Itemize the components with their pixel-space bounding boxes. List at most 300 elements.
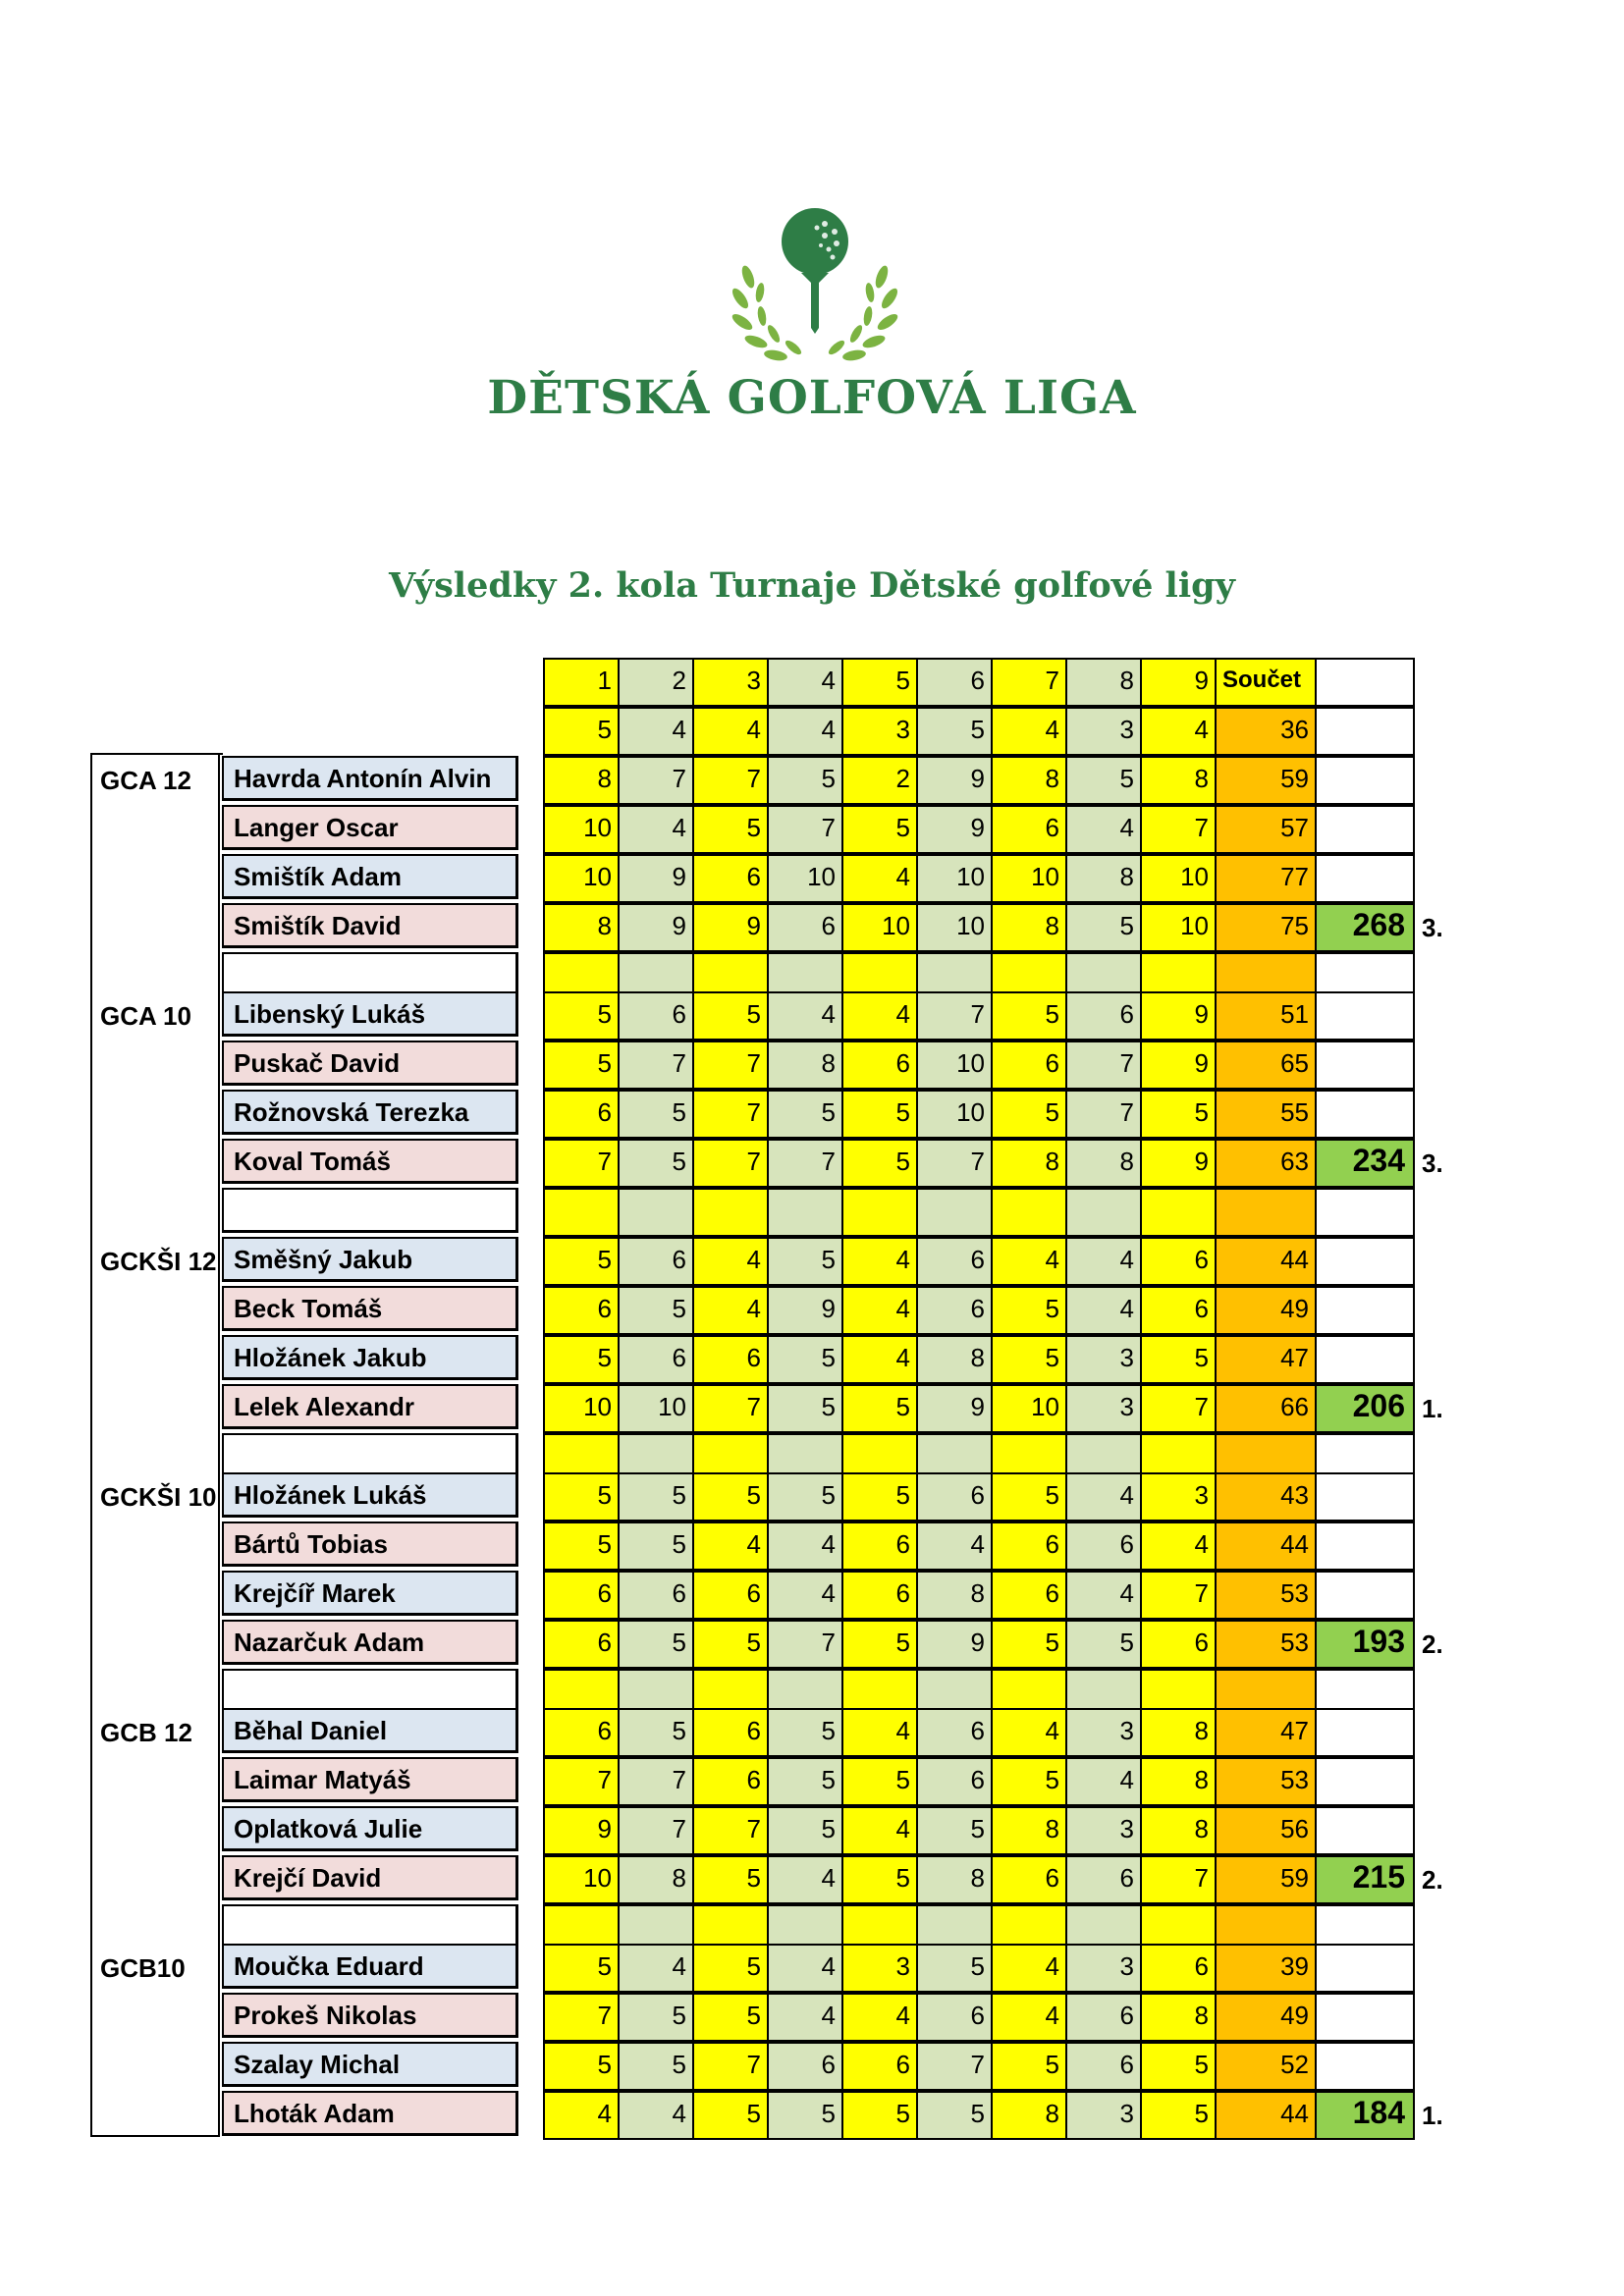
hole-score: 2: [841, 756, 918, 805]
hole-number: 4: [767, 658, 843, 707]
hole-score: 6: [618, 1237, 694, 1286]
hole-score: 8: [1140, 756, 1217, 805]
hole-score: 4: [618, 805, 694, 854]
group-label: GCKŠI 10: [100, 1482, 217, 1512]
spacer-cell: [692, 1188, 769, 1237]
hole-score: 6: [543, 1708, 620, 1757]
hole-score: 9: [767, 1286, 843, 1335]
player-sum: 59: [1215, 1855, 1317, 1904]
par-sum: 36: [1215, 707, 1317, 756]
hole-score: 10: [991, 854, 1067, 903]
hole-score: 5: [692, 2091, 769, 2140]
hole-score: 4: [991, 1993, 1067, 2042]
hole-score: 5: [618, 1522, 694, 1571]
hole-score: 9: [916, 1384, 993, 1433]
hole-score: 6: [1065, 1522, 1142, 1571]
hole-score: 5: [692, 1944, 769, 1993]
hole-score: 6: [1140, 1944, 1217, 1993]
hole-number: 5: [841, 658, 918, 707]
team-rank: 2.: [1422, 1629, 1443, 1659]
hole-score: 6: [916, 1993, 993, 2042]
empty-cell: [1315, 756, 1415, 805]
player-name: Prokeš Nikolas: [222, 1993, 518, 2038]
hole-score: 5: [543, 1041, 620, 1090]
hole-score: 5: [841, 1472, 918, 1522]
player-sum: 47: [1215, 1335, 1317, 1384]
hole-score: 8: [991, 1139, 1067, 1188]
golf-ball-on-tee-with-laurel-icon: [727, 202, 903, 389]
hole-score: 7: [618, 1041, 694, 1090]
hole-score: 8: [991, 1806, 1067, 1855]
hole-score: 5: [841, 2091, 918, 2140]
hole-score: 6: [841, 2042, 918, 2091]
hole-score: 4: [991, 1944, 1067, 1993]
hole-score: 7: [767, 805, 843, 854]
hole-score: 5: [767, 1384, 843, 1433]
hole-score: 5: [1065, 1620, 1142, 1669]
player-sum: 77: [1215, 854, 1317, 903]
player-sum: 75: [1215, 903, 1317, 952]
player-name: Moučka Eduard: [222, 1944, 518, 1989]
hole-score: 3: [1065, 1806, 1142, 1855]
player-name: Oplatková Julie: [222, 1806, 518, 1851]
hole-score: 6: [916, 1286, 993, 1335]
hole-score: 9: [692, 903, 769, 952]
hole-score: 7: [1140, 805, 1217, 854]
empty-cell: [1315, 1944, 1415, 1993]
hole-score: 7: [692, 1384, 769, 1433]
player-sum: 59: [1215, 756, 1317, 805]
hole-score: 7: [692, 1090, 769, 1139]
spacer-cell: [767, 1188, 843, 1237]
hole-score: 5: [618, 1139, 694, 1188]
player-name: Lhoták Adam: [222, 2091, 518, 2136]
hole-score: 4: [841, 1708, 918, 1757]
player-name: Koval Tomáš: [222, 1139, 518, 1184]
player-name: Hložánek Lukáš: [222, 1472, 518, 1518]
hole-score: 7: [543, 1993, 620, 2042]
hole-score: 5: [991, 1620, 1067, 1669]
hole-score: 4: [618, 1944, 694, 1993]
hole-score: 4: [543, 2091, 620, 2140]
hole-score: 9: [1140, 1139, 1217, 1188]
player-name: Smištík Adam: [222, 854, 518, 899]
player-name: Směšný Jakub: [222, 1237, 518, 1282]
hole-score: 5: [543, 1522, 620, 1571]
hole-score: 6: [1140, 1237, 1217, 1286]
team-total: 184: [1315, 2091, 1415, 2140]
spacer-cell: [991, 1188, 1067, 1237]
hole-score: 4: [991, 1708, 1067, 1757]
hole-score: 6: [692, 1757, 769, 1806]
hole-score: 8: [1065, 854, 1142, 903]
hole-score: 4: [916, 1522, 993, 1571]
spacer-cell: [916, 1188, 993, 1237]
hole-score: 4: [767, 1993, 843, 2042]
hole-score: 7: [916, 991, 993, 1041]
player-name: Krejčíř Marek: [222, 1571, 518, 1616]
par-value: 4: [767, 707, 843, 756]
team-total: 215: [1315, 1855, 1415, 1904]
hole-score: 10: [991, 1384, 1067, 1433]
empty-cell: [1315, 658, 1415, 707]
hole-score: 6: [543, 1286, 620, 1335]
par-value: 5: [916, 707, 993, 756]
empty-cell: [1315, 805, 1415, 854]
hole-score: 7: [1140, 1384, 1217, 1433]
hole-score: 7: [1140, 1571, 1217, 1620]
hole-score: 5: [543, 1944, 620, 1993]
player-sum: 63: [1215, 1139, 1317, 1188]
hole-score: 5: [841, 805, 918, 854]
hole-score: 6: [916, 1757, 993, 1806]
empty-cell: [1315, 2042, 1415, 2091]
hole-score: 5: [543, 2042, 620, 2091]
hole-score: 6: [1065, 1993, 1142, 2042]
spacer-cell: [1065, 1188, 1142, 1237]
hole-score: 5: [1065, 756, 1142, 805]
par-value: 4: [1140, 707, 1217, 756]
spacer-name-cell: [222, 1188, 518, 1233]
hole-score: 5: [841, 1620, 918, 1669]
hole-score: 7: [916, 1139, 993, 1188]
hole-score: 7: [916, 2042, 993, 2091]
player-name: Langer Oscar: [222, 805, 518, 850]
hole-number: 3: [692, 658, 769, 707]
hole-score: 4: [767, 1855, 843, 1904]
player-sum: 43: [1215, 1472, 1317, 1522]
empty-cell: [1315, 1335, 1415, 1384]
player-name: Laimar Matyáš: [222, 1757, 518, 1802]
group-label: GCB10: [100, 1953, 186, 1983]
hole-score: 5: [841, 1757, 918, 1806]
hole-score: 7: [1140, 1855, 1217, 1904]
empty-cell: [1315, 1708, 1415, 1757]
hole-score: 8: [543, 903, 620, 952]
hole-score: 10: [618, 1384, 694, 1433]
player-sum: 53: [1215, 1620, 1317, 1669]
hole-score: 5: [841, 1384, 918, 1433]
player-sum: 49: [1215, 1993, 1317, 2042]
hole-score: 9: [1140, 991, 1217, 1041]
team-rank: 2.: [1422, 1865, 1443, 1895]
hole-score: 6: [618, 1571, 694, 1620]
empty-cell: [1315, 1806, 1415, 1855]
player-name: Beck Tomáš: [222, 1286, 518, 1331]
player-sum: 51: [1215, 991, 1317, 1041]
player-sum: 52: [1215, 2042, 1317, 2091]
hole-score: 6: [991, 1855, 1067, 1904]
team-rank: 1.: [1422, 1394, 1443, 1423]
hole-score: 6: [692, 854, 769, 903]
hole-score: 7: [692, 1806, 769, 1855]
hole-score: 8: [767, 1041, 843, 1090]
hole-score: 10: [543, 1855, 620, 1904]
hole-score: 8: [991, 756, 1067, 805]
par-value: 4: [618, 707, 694, 756]
hole-score: 5: [618, 1993, 694, 2042]
hole-score: 10: [543, 1384, 620, 1433]
logo-text: DĚTSKÁ GOLFOVÁ LIGA: [487, 371, 1137, 425]
hole-score: 6: [1065, 1855, 1142, 1904]
hole-number: 7: [991, 658, 1067, 707]
hole-score: 4: [1065, 1472, 1142, 1522]
hole-score: 6: [991, 805, 1067, 854]
hole-score: 8: [543, 756, 620, 805]
hole-score: 3: [1065, 1708, 1142, 1757]
hole-score: 8: [1140, 1993, 1217, 2042]
hole-score: 7: [767, 1139, 843, 1188]
hole-score: 6: [692, 1335, 769, 1384]
hole-score: 7: [692, 1139, 769, 1188]
team-rank: 3.: [1422, 1148, 1443, 1178]
player-name: Havrda Antonín Alvin: [222, 756, 518, 801]
hole-score: 5: [991, 1335, 1067, 1384]
hole-score: 3: [1065, 1944, 1142, 1993]
hole-score: 3: [1065, 2091, 1142, 2140]
hole-score: 9: [916, 805, 993, 854]
hole-score: 5: [692, 1472, 769, 1522]
player-sum: 55: [1215, 1090, 1317, 1139]
hole-score: 7: [692, 1041, 769, 1090]
hole-score: 5: [1065, 903, 1142, 952]
hole-score: 10: [916, 1041, 993, 1090]
hole-score: 5: [767, 756, 843, 805]
hole-score: 8: [618, 1855, 694, 1904]
hole-score: 7: [692, 756, 769, 805]
player-sum: 44: [1215, 2091, 1317, 2140]
group-label: GCA 12: [100, 766, 191, 795]
group-label: GCB 12: [100, 1718, 192, 1747]
hole-score: 6: [991, 1571, 1067, 1620]
hole-score: 10: [916, 903, 993, 952]
hole-score: 5: [692, 1855, 769, 1904]
hole-score: 10: [543, 805, 620, 854]
hole-number: 9: [1140, 658, 1217, 707]
hole-score: 10: [916, 854, 993, 903]
hole-score: 6: [618, 991, 694, 1041]
team-total: 234: [1315, 1139, 1415, 1188]
player-name: Běhal Daniel: [222, 1708, 518, 1753]
empty-cell: [1315, 1522, 1415, 1571]
hole-score: 4: [692, 1286, 769, 1335]
player-sum: 56: [1215, 1806, 1317, 1855]
hole-score: 8: [1140, 1806, 1217, 1855]
team-rank: 3.: [1422, 913, 1443, 942]
hole-score: 5: [991, 991, 1067, 1041]
hole-number: 1: [543, 658, 620, 707]
hole-score: 5: [618, 1708, 694, 1757]
hole-score: 7: [618, 1806, 694, 1855]
player-sum: 53: [1215, 1757, 1317, 1806]
hole-score: 10: [916, 1090, 993, 1139]
player-sum: 53: [1215, 1571, 1317, 1620]
hole-score: 4: [618, 2091, 694, 2140]
hole-score: 5: [916, 1806, 993, 1855]
empty-cell: [1315, 854, 1415, 903]
hole-score: 4: [841, 1286, 918, 1335]
empty-cell: [1315, 991, 1415, 1041]
empty-cell: [1315, 1757, 1415, 1806]
hole-score: 9: [543, 1806, 620, 1855]
hole-score: 5: [1140, 1090, 1217, 1139]
hole-score: 5: [767, 1090, 843, 1139]
hole-score: 3: [1140, 1472, 1217, 1522]
team-total: 193: [1315, 1620, 1415, 1669]
hole-score: 6: [916, 1708, 993, 1757]
player-name: Libenský Lukáš: [222, 991, 518, 1037]
hole-score: 5: [692, 1993, 769, 2042]
hole-score: 6: [543, 1620, 620, 1669]
hole-score: 6: [1065, 2042, 1142, 2091]
hole-score: 5: [991, 1472, 1067, 1522]
hole-score: 9: [618, 903, 694, 952]
player-sum: 44: [1215, 1237, 1317, 1286]
hole-score: 5: [767, 1335, 843, 1384]
hole-score: 7: [543, 1139, 620, 1188]
par-value: 5: [543, 707, 620, 756]
hole-score: 8: [916, 1335, 993, 1384]
hole-score: 4: [692, 1237, 769, 1286]
par-value: 3: [841, 707, 918, 756]
spacer-cell: [1215, 1188, 1317, 1237]
hole-score: 4: [841, 1806, 918, 1855]
hole-score: 4: [1065, 1571, 1142, 1620]
empty-cell: [1315, 1090, 1415, 1139]
hole-score: 4: [841, 991, 918, 1041]
hole-score: 6: [1065, 991, 1142, 1041]
hole-score: 3: [1065, 1335, 1142, 1384]
hole-score: 5: [543, 1237, 620, 1286]
hole-score: 5: [767, 1237, 843, 1286]
hole-score: 5: [991, 2042, 1067, 2091]
hole-score: 5: [1140, 2091, 1217, 2140]
hole-score: 5: [841, 1139, 918, 1188]
hole-score: 4: [692, 1522, 769, 1571]
team-total: 268: [1315, 903, 1415, 952]
hole-score: 5: [916, 1944, 993, 1993]
hole-score: 5: [991, 1090, 1067, 1139]
empty-cell: [1315, 1237, 1415, 1286]
hole-score: 5: [692, 805, 769, 854]
hole-score: 7: [692, 2042, 769, 2091]
spacer-cell: [841, 1188, 918, 1237]
hole-score: 6: [618, 1335, 694, 1384]
hole-score: 6: [543, 1090, 620, 1139]
player-name: Smištík David: [222, 903, 518, 948]
player-sum: 44: [1215, 1522, 1317, 1571]
par-value: 4: [692, 707, 769, 756]
hole-score: 5: [767, 1708, 843, 1757]
player-name: Nazarčuk Adam: [222, 1620, 518, 1665]
player-sum: 66: [1215, 1384, 1317, 1433]
hole-score: 6: [1140, 1286, 1217, 1335]
hole-score: 5: [618, 1090, 694, 1139]
player-name: Rožnovská Terezka: [222, 1090, 518, 1135]
hole-score: 4: [841, 1335, 918, 1384]
hole-score: 5: [618, 1286, 694, 1335]
player-name: Krejčí David: [222, 1855, 518, 1900]
hole-score: 9: [916, 1620, 993, 1669]
hole-score: 5: [767, 1472, 843, 1522]
hole-score: 4: [1140, 1522, 1217, 1571]
hole-score: 8: [916, 1571, 993, 1620]
par-value: 4: [991, 707, 1067, 756]
hole-score: 10: [1140, 903, 1217, 952]
hole-score: 4: [841, 1237, 918, 1286]
hole-score: 10: [767, 854, 843, 903]
empty-cell: [1315, 1472, 1415, 1522]
page-title: Výsledky 2. kola Turnaje Dětské golfové ligy: [389, 565, 1235, 606]
hole-score: 4: [767, 1944, 843, 1993]
hole-score: 5: [916, 2091, 993, 2140]
spacer-cell: [543, 1188, 620, 1237]
hole-score: 6: [916, 1237, 993, 1286]
hole-score: 7: [543, 1757, 620, 1806]
team-total: 206: [1315, 1384, 1415, 1433]
hole-score: 5: [1140, 1335, 1217, 1384]
spacer-cell: [618, 1188, 694, 1237]
hole-number: 8: [1065, 658, 1142, 707]
hole-score: 10: [841, 903, 918, 952]
hole-score: 8: [1065, 1139, 1142, 1188]
group-column-border: [90, 753, 220, 2137]
empty-cell: [1315, 1571, 1415, 1620]
sum-header: Součet: [1215, 658, 1317, 707]
hole-score: 7: [618, 756, 694, 805]
spacer-cell: [1140, 1188, 1217, 1237]
hole-score: 5: [767, 1757, 843, 1806]
hole-score: 6: [841, 1571, 918, 1620]
hole-score: 3: [841, 1944, 918, 1993]
empty-cell: [1315, 1286, 1415, 1335]
hole-score: 7: [618, 1757, 694, 1806]
hole-score: 5: [618, 2042, 694, 2091]
hole-score: 5: [767, 2091, 843, 2140]
group-label: GCKŠI 12: [100, 1247, 217, 1276]
hole-score: 8: [916, 1855, 993, 1904]
hole-score: 9: [1140, 1041, 1217, 1090]
hole-score: 4: [767, 991, 843, 1041]
hole-score: 7: [1065, 1041, 1142, 1090]
hole-score: 7: [1065, 1090, 1142, 1139]
hole-score: 4: [1065, 805, 1142, 854]
hole-score: 5: [543, 1472, 620, 1522]
hole-score: 9: [618, 854, 694, 903]
hole-score: 5: [767, 1806, 843, 1855]
hole-score: 6: [543, 1571, 620, 1620]
hole-score: 3: [1065, 1384, 1142, 1433]
hole-score: 4: [1065, 1286, 1142, 1335]
hole-score: 6: [767, 2042, 843, 2091]
hole-score: 8: [1140, 1708, 1217, 1757]
team-rank: 1.: [1422, 2101, 1443, 2130]
hole-score: 8: [991, 2091, 1067, 2140]
player-name: Bártů Tobias: [222, 1522, 518, 1567]
hole-number: 6: [916, 658, 993, 707]
hole-score: 5: [692, 1620, 769, 1669]
player-name: Puskač David: [222, 1041, 518, 1086]
hole-score: 4: [767, 1571, 843, 1620]
hole-score: 5: [618, 1472, 694, 1522]
hole-score: 5: [841, 1090, 918, 1139]
player-sum: 57: [1215, 805, 1317, 854]
hole-score: 6: [841, 1522, 918, 1571]
hole-score: 10: [543, 854, 620, 903]
group-label: GCA 10: [100, 1001, 191, 1031]
hole-score: 6: [767, 903, 843, 952]
player-name: Szalay Michal: [222, 2042, 518, 2087]
